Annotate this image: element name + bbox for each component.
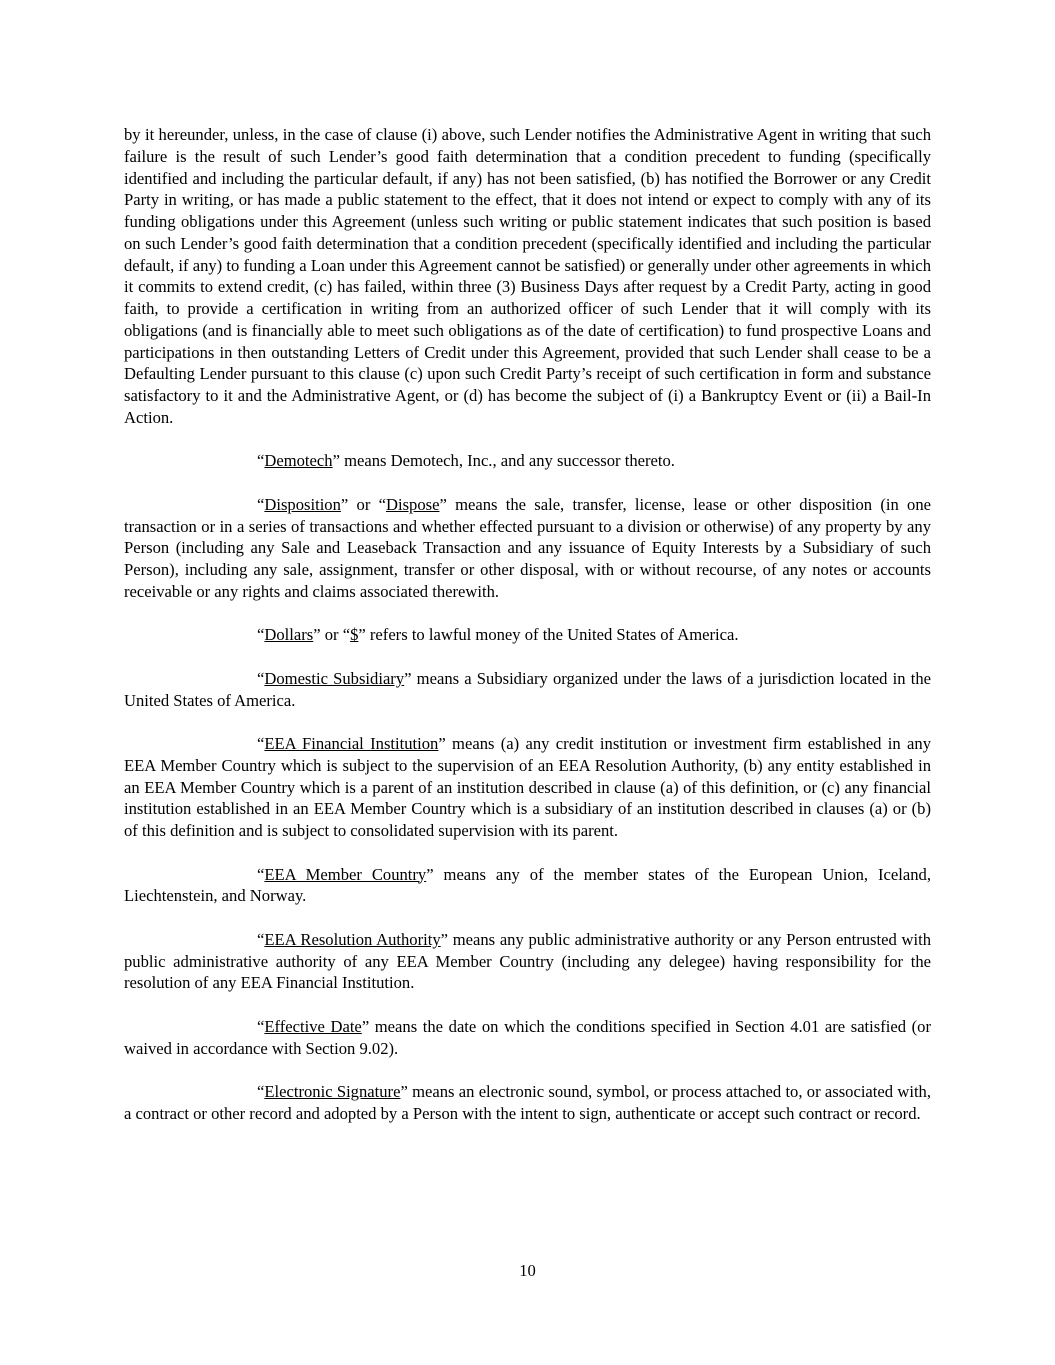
defined-term: Demotech xyxy=(264,451,333,471)
open-quote: “ xyxy=(257,625,265,645)
open-quote: “ xyxy=(257,734,265,753)
defined-term: EEA Member Country xyxy=(264,864,427,884)
defined-term: Electronic Signature xyxy=(264,1082,401,1101)
document-page xyxy=(124,124,931,1146)
open-quote: “ xyxy=(257,494,265,514)
definition-eea-member-country xyxy=(124,864,931,908)
definition-body: ” means Demotech, Inc., and any successor thereto. xyxy=(332,451,675,471)
open-quote: “ xyxy=(257,864,265,884)
term-connector: ” or “ xyxy=(313,625,351,645)
definition-demotech xyxy=(124,450,931,472)
defined-term: Domestic Subsidiary xyxy=(264,668,405,688)
defined-term-alternate: Dispose xyxy=(385,494,440,514)
defined-term-alternate: $ xyxy=(350,625,359,645)
definition-domestic-subsidiary xyxy=(124,668,931,712)
defaulting-lender-continuation: by it hereunder, unless, in the case of clause (i) above, such Lender notifies the Administrative Agent in writing that such failure is the result of such Lender’s good faith determination that a condition precedent to funding (specifically identified and including the particular default, if any) has not been satisfied, (b) has notified the Borrower or any Credit Party in writing, or has made a public statement to the effect, that it does not intend or expect to comply with any of its funding obligations under this Agreement (unless such writing or public statement indicates that such position is based on such Lender’s good faith determination that a condition precedent (specifically identified and including the particular default, if any) to funding a Loan under this Agreement cannot be satisfied) or generally under other agreements in which it commits to extend credit, (c) has failed, within three (3) Business Days after request by a Credit Party, acting in good faith, to provide a certification in writing from an authorized officer of such Lender that it will comply with its obligations (and is financially able to meet such obligations as of the date of certification) to fund prospective Loans and participations in then outstanding Letters of Credit under this Agreement, provided that such Lender shall cease to be a Defaulting Lender pursuant to this clause (c) upon such Credit Party’s receipt of such certification in form and substance satisfactory to it and the Administrative Agent, or (d) has become the subject of (i) a Bankruptcy Event or (ii) a Bail-In Action. xyxy=(124,125,931,427)
definition-disposition xyxy=(124,494,931,603)
definition-body: ” means the date on which the conditions specified in Section 4.01 are satisfied (or waived in accordance with Section 9.02). xyxy=(124,1016,931,1058)
definition-body: ” means a Subsidiary organized under the laws of a jurisdiction located in the United States of America. xyxy=(124,668,931,710)
term-connector: ” or “ xyxy=(340,494,386,514)
definition-body: ” means (a) any credit institution or investment firm established in any EEA Member Country which is subject to the supervision of an EEA Resolution Authority, (b) any entity established in an EEA Member Country which is a parent of an institution described in clause (a) of this definition, or (c) any financial institution established in an EEA Member Country which is a subsidiary of an institution described in clauses (a) or (b) of this definition and is subject to consolidated supervision with its parent. xyxy=(124,734,932,840)
open-quote: “ xyxy=(257,1016,265,1036)
open-quote: “ xyxy=(257,668,265,688)
definition-body: ” means an electronic sound, symbol, or process attached to, or associated with, a contract or other record and adopted by a Person with the intent to sign, authenticate or accept such contract or record. xyxy=(124,1082,931,1123)
definition-body: ” means any of the member states of the European Union, Iceland, Liechtenstein, and Norway. xyxy=(124,864,931,906)
defined-term: Effective Date xyxy=(264,1016,362,1036)
definition-electronic-signature xyxy=(124,1081,931,1125)
defined-term: Disposition xyxy=(264,494,341,514)
defined-term: Dollars xyxy=(264,625,314,645)
defined-term: EEA Resolution Authority xyxy=(264,929,441,949)
definition-effective-date xyxy=(124,1016,931,1060)
open-quote: “ xyxy=(257,1082,265,1101)
definition-body: ” means the sale, transfer, license, lease or other disposition (in one transaction or in a series of transactions and whether effected pursuant to a division or otherwise) of any property by any Person (including any Sale and Leaseback Transaction and any issuance of Equity Interests by a Subsidiary of such Person), including any sale, assignment, transfer or other disposal, with or without recourse, of any notes or accounts receivable or any rights and claims associated therewith. xyxy=(124,494,931,601)
definition-eea-resolution-authority xyxy=(124,929,931,994)
page-number: 10 xyxy=(519,1261,536,1280)
definition-body: ” means any public administrative authority or any Person entrusted with public administrative authority of any EEA Member Country (including any delegee) having responsibility for the resolution of any EEA Financial Institution. xyxy=(124,929,931,993)
definition-body: ” refers to lawful money of the United States of America. xyxy=(358,625,739,645)
open-quote: “ xyxy=(257,451,265,471)
defined-term: EEA Financial Institution xyxy=(264,734,439,753)
definition-dollars xyxy=(124,624,931,646)
definition-eea-financial-institution xyxy=(124,733,931,842)
open-quote: “ xyxy=(257,929,265,949)
